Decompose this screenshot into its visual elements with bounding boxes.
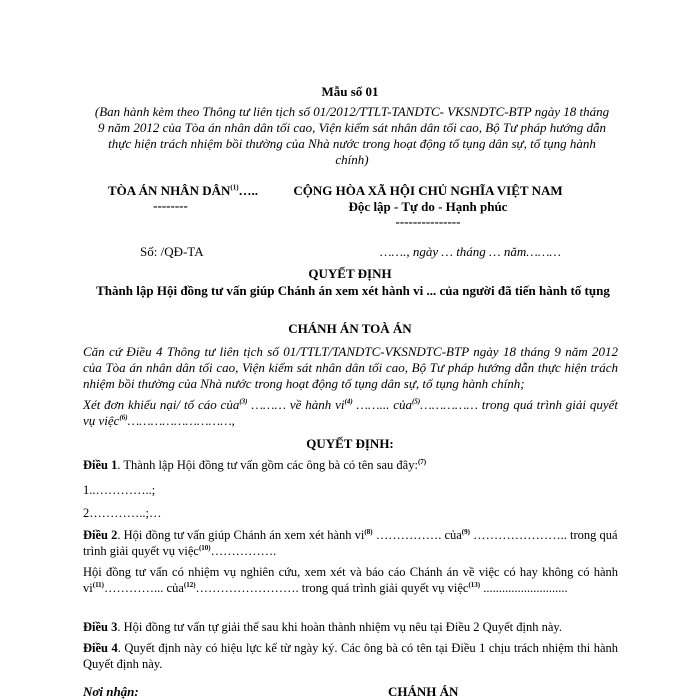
article-4: Điều 4. Quyết định này có hiệu lực kể từ ngày ký. Các ông bà có tên tại Điều 1 chịu trách nhiệm thi hành Quyết định này. xyxy=(83,641,618,671)
legal-basis: Căn cứ Điều 4 Thông tư liên tịch số 01/TTLT/TANDTC-VKSNDTC-BTP ngày 18 tháng 9 năm 2012 của Tòa án nhân dân tối cao, Viện kiểm sát nhân dân tối cao, Bộ Tư pháp hướng dẫn thực hiện trách nhiệm bồi thường của Nhà nước trong hoạt động tố tụng dân sự, tố tụng hành chính; xyxy=(83,344,618,391)
authority-title: CHÁNH ÁN TOÀ ÁN xyxy=(288,321,412,336)
decides-title: QUYẾT ĐỊNH: xyxy=(306,436,394,451)
article-2-duty: Hội đồng tư vấn có nhiệm vụ nghiên cứu, xem xét và báo cáo Chánh án về việc có hay không có hành $vi^{(11)}\dots\dots\dots\dots$... của$^{(12)}$……………………. trong quá trình giải quyết vụ việc$^{(13)}$ ........................... xyxy=(83,565,618,595)
article-1: Điều 1. Thành lập Hội đồng tư vấn gồm các ông bà có tên sau đây:$^{(7)}$ xyxy=(83,457,427,472)
decision-subject: Thành lập Hội đồng tư vấn giúp Chánh án xem xét hành vi ... của người đã tiến hành tố tụng xyxy=(96,283,610,298)
country-name: CỘNG HÒA XÃ HỘI CHỦ NGHĨA VIỆT NAM xyxy=(293,183,563,198)
article-2: Điều 2. Hội đồng tư vấn giúp Chánh án xem xét hành $vi^{(8)}$ ……………. của$^{(9)}$ ………………….. trong quá trình giải quyết vụ việc$^{(10)}$……………. xyxy=(83,527,618,558)
left-divider: -------- xyxy=(153,198,188,213)
member-1: 1..…………..; xyxy=(83,483,156,497)
document-number: Số: /QĐ-TA xyxy=(140,244,204,259)
recipients-label: Nơi nhận: xyxy=(83,684,139,699)
right-divider: --------------- xyxy=(395,214,461,229)
form-number: Mẫu số 01 xyxy=(321,84,379,99)
article-3: Điều 3. Hội đồng tư vấn tự giải thể sau khi hoàn thành nhiệm vụ nêu tại Điều 2 Quyết định này. xyxy=(83,620,562,634)
court-name: TÒA ÁN NHÂN DÂN$^{(1)}$….. xyxy=(107,183,259,198)
decision-title: QUYẾT ĐỊNH xyxy=(308,266,392,281)
complaint-basis: Xét đơn khiếu nại/ tố cáo của$^{(3)}$ ……… về hành $vi^{(4)}$ ……... của$^{(5)}$…………… trong quá trình giải quyết vụ việc$^{(6)}$………………………, xyxy=(83,397,618,428)
issue-date: ……., ngày … tháng … năm……… xyxy=(380,244,561,259)
signer-title: CHÁNH ÁN xyxy=(388,684,459,699)
member-2: 2…………..;… xyxy=(83,506,162,520)
preamble: (Ban hành kèm theo Thông tư liên tịch số 01/2012/TTLT-TANDTC- VKSNDTC-BTP ngày 18 tháng 9 năm 2012 của Tòa án nhân dân tối cao, Viện kiểm sát nhân dân tối cao, Bộ Tư pháp hướng dẫn thực hiện trách nhiệm bồi thường của Nhà nước trong hoạt động tố tụng dân sự, tố tụng hành chính) xyxy=(94,104,610,167)
national-motto: Độc lập - Tự do - Hạnh phúc xyxy=(348,199,508,214)
